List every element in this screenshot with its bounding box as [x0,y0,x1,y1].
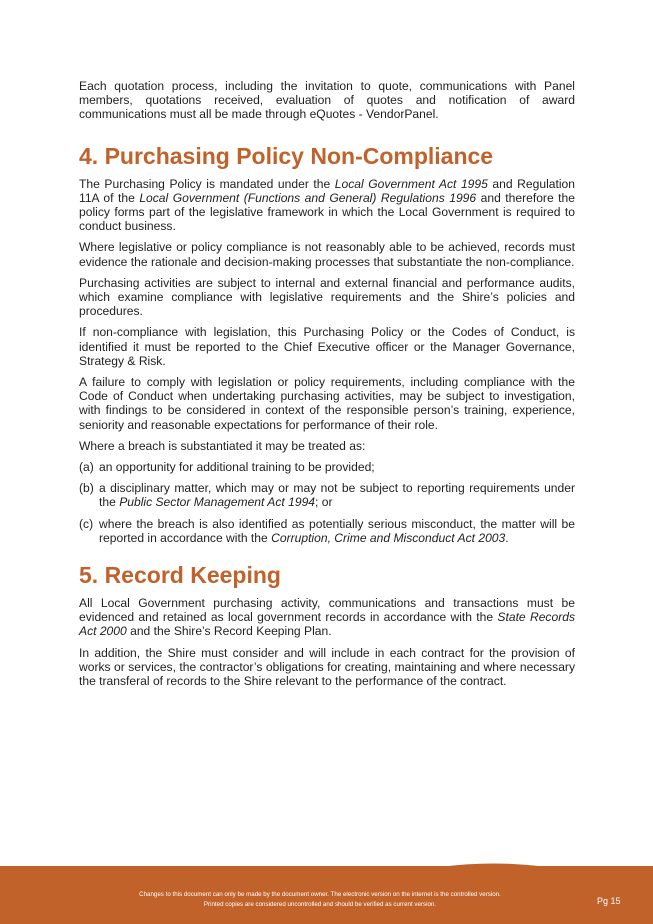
intro-paragraph: Each quotation process, including the invitation to quote, communications with Panel members, quotations received, evaluation of quotes and notification of award communications must all be made through eQuotes - VendorPanel. [79,79,575,122]
section-4-paragraph-2: Where legislative or policy compliance is not reasonably able to be achieved, records must evidence the rationale and decision-making processes that substantiate the non-compliance. [79,240,575,269]
page-number: Pg 15 [597,896,621,906]
section-4-paragraph-5: A failure to comply with legislation or policy requirements, including compliance with the Code of Conduct when undertaking purchasing activities, may be subject to investigation, with findings to be considered in context of the responsible person’s training, experience, seniority and reasonable expectations for performance of their role. [79,375,575,432]
list-text: where the breach is also identified as potentially serious misconduct, the matter will be reported in accordance with the Corruption, Crime and Misconduct Act 2003. [99,516,575,545]
list-item-c [79,517,575,545]
section-5-paragraph-2: In addition, the Shire must consider and will include in each contract for the provision of works or services, the contractor’s obligations for creating, maintaining and where necessary the transferal of records to the Shire relevant to the performance of the contract. [79,645,575,689]
section-4-paragraph-3: Purchasing activities are subject to internal and external financial and performance audits, which examine compliance with legislative requirements and the Shire’s policies and procedures. [79,275,575,319]
section-4-heading: 4. Purchasing Policy Non-Compliance [79,142,494,169]
list-label: (b) [79,481,94,496]
footer-line-1: Changes to this document can only be made by the document owner. The electronic version on the internet is the controlled version. [139,891,501,898]
section-4-paragraph-1: The Purchasing Policy is mandated under the Local Government Act 1995 and Regulation 11A of the Local Government (Functions and General) Regulations 1996 and therefore the policy forms part of the legislative framework in which the Local Government is required to conduct business. [79,176,575,234]
footer-line-2: Printed copies are considered uncontrolled and should be verified as current version. [203,901,437,908]
list-label: (a) [79,460,94,475]
list-item-b [79,481,575,509]
section-5-heading: 5. Record Keeping [79,562,281,589]
page-content [79,79,575,695]
section-4-paragraph-6: Where a breach is substantiated it may be treated as: [79,438,366,453]
footer-disclaimer [80,890,560,910]
section-5-paragraph-1: All Local Government purchasing activity, communications and transactions must be evidenced and retained as local government records in accordance with the State Records Act 2000 and the Shire’s Record Keeping Plan. [79,596,575,639]
list-text: a disciplinary matter, which may or may not be subject to reporting requirements under the Public Sector Management Act 1994; or [99,481,575,510]
list-label: (c) [79,516,94,531]
list-item-a [79,460,575,474]
list-text: an opportunity for additional training to be provided; [99,460,375,475]
section-4-paragraph-4: If non-compliance with legislation, this Purchasing Policy or the Codes of Conduct, is identified it must be reported to the Chief Executive officer or the Manager Governance, Strategy & Risk. [79,325,575,368]
